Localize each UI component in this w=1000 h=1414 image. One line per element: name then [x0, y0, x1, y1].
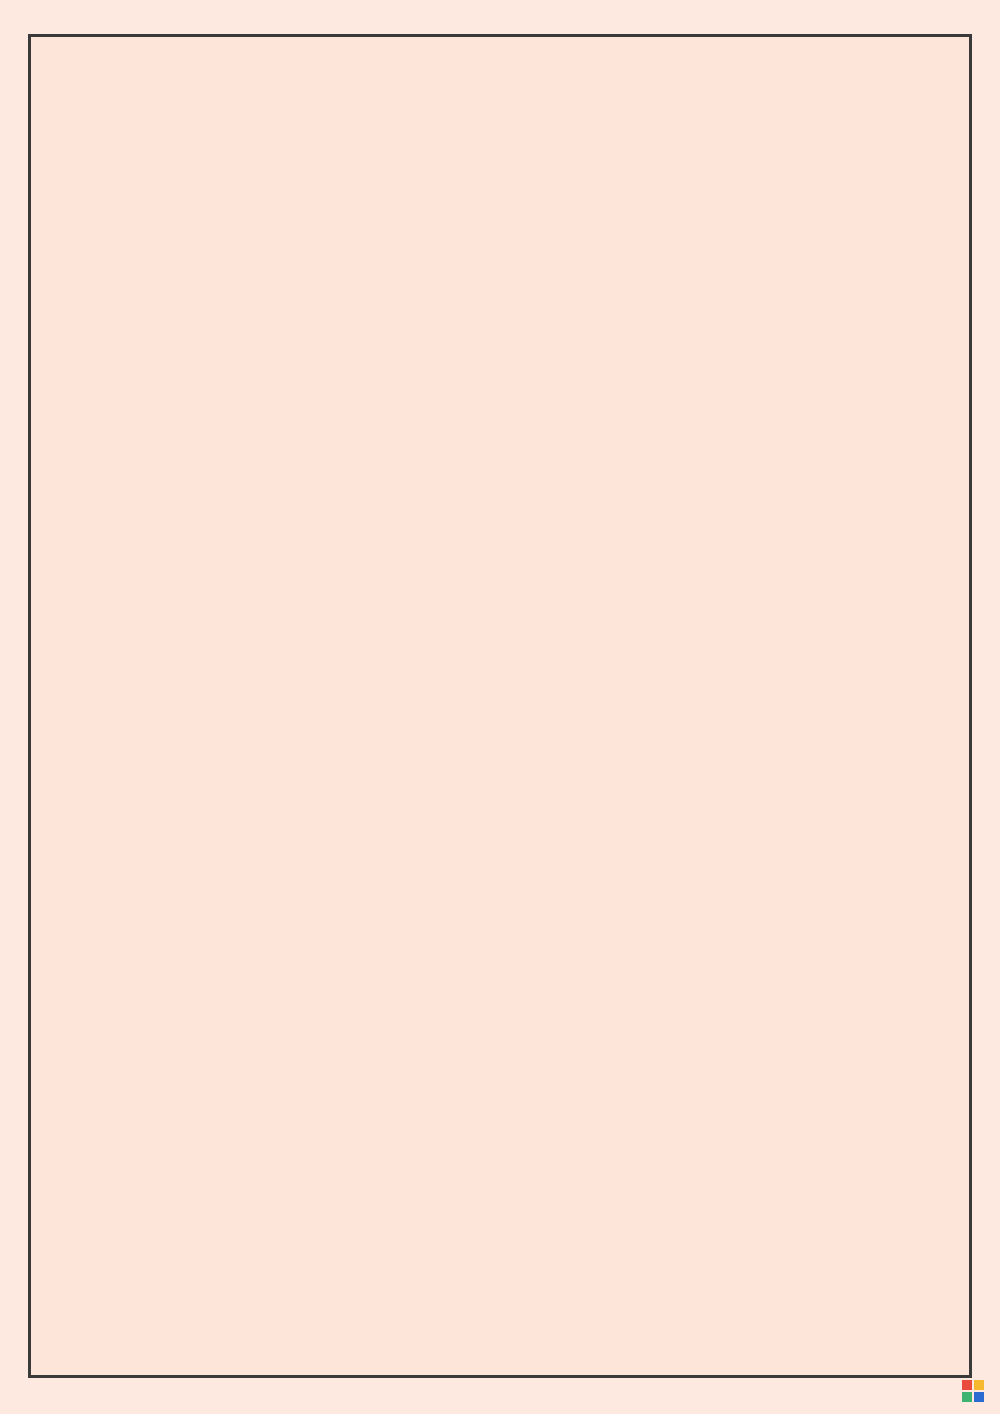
- liveworksheets-logo-icon: [962, 1380, 984, 1402]
- worksheet-frame: [28, 34, 972, 1378]
- liveworksheets-logo[interactable]: [962, 1374, 988, 1408]
- top-triangle-border: [0, 4, 1000, 34]
- bottom-triangle-border: [0, 1380, 1000, 1410]
- right-triangle-border: [970, 0, 1000, 1414]
- left-triangle-border: [0, 0, 30, 1414]
